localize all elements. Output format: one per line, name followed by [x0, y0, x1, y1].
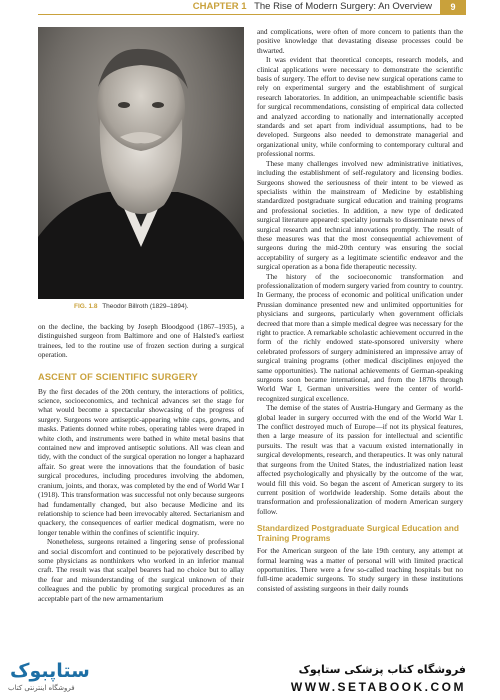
figure-label: FIG. 1.8: [74, 303, 98, 310]
paragraph: By the first decades of the 20th century, the interactions of politics, science, socioeconomics, and technical advances set the stage for what would become a spectacular showcasing of the progress of surgery. Surgeons wore antiseptic-appearing white caps, gowns, and masks. Patients donned white robes, operating tables were draped in white cloth, and instruments were bathed in white metal basins that contained new and improved antiseptic solutions. All was clean and tidy, with the conduct of the surgical operation no longer a haphazard affair. So great were the innovations that the foundation of basic surgical procedures, including procedures involving the abdomen, cranium, joints, and thorax, was completed by the end of World War I (1918). This transformation was successful not only because surgeons had fundamentally changed, but also because Medicine and its relationship to science had been irrevocably altered. Sectarianism and quackery, the consequences of earlier medical dogmatism, were no longer tenable within the confines of scientific inquiry.: [38, 386, 244, 537]
header-rule: [38, 14, 466, 15]
paragraph: These many challenges involved new administrative initiatives, including the establishment of self-regulatory and licensing bodies. Surgeons showed the seriousness of their intent to be viewed as specialists within the mainstream of Medicine by establishing standardized postgraduate surgical education and training programs and professional societies. In addition, a new type of dedicated surgical literature appeared: specialty journals to disseminate news of surgical research and technical innovations promptly. The result of these measures was that the most consequential achievement of surgeons during the mid-20th century was ensuring the social acceptability of surgery as a legitimate scientific endeavor and the surgical operation as a bona fide therapeutic necessity.: [257, 158, 463, 272]
portrait-illustration: [38, 27, 244, 299]
header-title: [193, 1, 432, 12]
page-number: 9: [440, 0, 466, 14]
left-column: [38, 27, 244, 603]
paragraph-intro: on the decline, the backing by Joseph Bloodgood (1867–1935), a distinguished surgeon from Baltimore and one of Halsted's earliest trainees, led to the routine use of frozen section during a surgical operation.: [38, 322, 244, 360]
paragraph: The history of the socioeconomic transformation and professionalization of modern surgery varied from country to country. In Germany, the process of economic and political unification under Prussian dominance presented new and unlimited opportunities for physicians and surgeons, particularly when government officials decreed that more than a simple medical degree was necessary for the right to practice. A remarkable scholastic achievement occurred in the form of the richly endowed state-sponsored university where celebrated professors of surgery administered an impressive array of surgical training programs (other medical disciplines enjoyed the same opportunities). The national achievements of German-speaking surgeons soon became international, and from the 1870s through World War I, German universities were the center of world-recognized surgical excellence.: [257, 271, 463, 403]
right-column: [257, 27, 463, 593]
section-heading: ASCENT OF SCIENTIFIC SURGERY: [38, 371, 198, 382]
running-header: [0, 0, 500, 17]
chapter-label: CHAPTER 1: [192, 1, 247, 12]
logo-wordmark: ستاپبوک: [10, 660, 90, 682]
paragraph: Nonetheless, surgeons retained a lingering sense of professional and social discomfort and continued to be pejoratively described by some physicians as nonthinkers who worked in an inferior manual craft. The result was that scalpel bearers had no choice but to allay the fear and misunderstanding of the surgical unknown of their colleagues and the public by promoting surgical procedures as an acceptable part of the new armamentarium: [38, 537, 244, 603]
subsection-heading: Standardized Postgraduate Surgical Education and Training Programs: [257, 523, 459, 544]
logo-tagline: فروشگاه اینترنتی کتاب: [8, 684, 75, 692]
paragraph: and complications, were often of more concern to patients than the positive knowledge that devastating disease processes could be thwarted.: [257, 27, 463, 55]
paragraph: For the American surgeon of the late 19th century, any attempt at formal learning was a matter of personal will with limited practical opportunities. There were a few so-called teaching hospitals but no full-time academic surgeons. To study surgery in these institutions consisted of assisting surgeons in their daily rounds: [257, 546, 463, 593]
store-name: فروشگاه کتاب پزشکی ستاپوک: [298, 663, 466, 676]
figure-caption-text: Theodor Billroth (1829–1894).: [102, 303, 189, 310]
paragraph: The demise of the states of Austria-Hungary and Germany as the global leader in surgery occurred with the end of the World War I. The conflict destroyed much of Europe—if not its physical features, then a large measure of its passion for intellectual and scientific pursuits. The result was that a vacuum existed internationally in surgical developments, research, and therapeutics. It was only natural that surgeons from the United States, the industrialized nation least affected psychologically and physically by the outcome of the war, would fill this void. So began the ascent of American surgery to its current position of worldwide leadership. Some details about the transformation and professionalization of modern American surgery follow.: [257, 403, 463, 516]
figure-caption: [74, 303, 244, 310]
chapter-title: The Rise of Modern Surgery: An Overview: [254, 1, 432, 12]
paragraph: It was evident that theoretical concepts, research models, and clinical applications were necessary to demonstrate the scientific basis of surgery. The effort to devise new surgical operations came to rely on experimental surgery and the establishment of surgical research laboratories. In addition, an unimpeachable scientific basis for surgical recommendations, consisting of empirical data collected and analyzed according to nationally and internationally accepted standards and set apart from individual assumptions, had to be developed. Surgeons also needed to demonstrate managerial and organizational unity, while conforming to contemporary cultural and professional norms.: [257, 55, 463, 159]
store-url: WWW.SETABOOK.COM: [290, 680, 466, 694]
portrait-photo: [38, 27, 244, 299]
store-logo: [6, 660, 90, 696]
watermark-banner: [0, 656, 500, 700]
